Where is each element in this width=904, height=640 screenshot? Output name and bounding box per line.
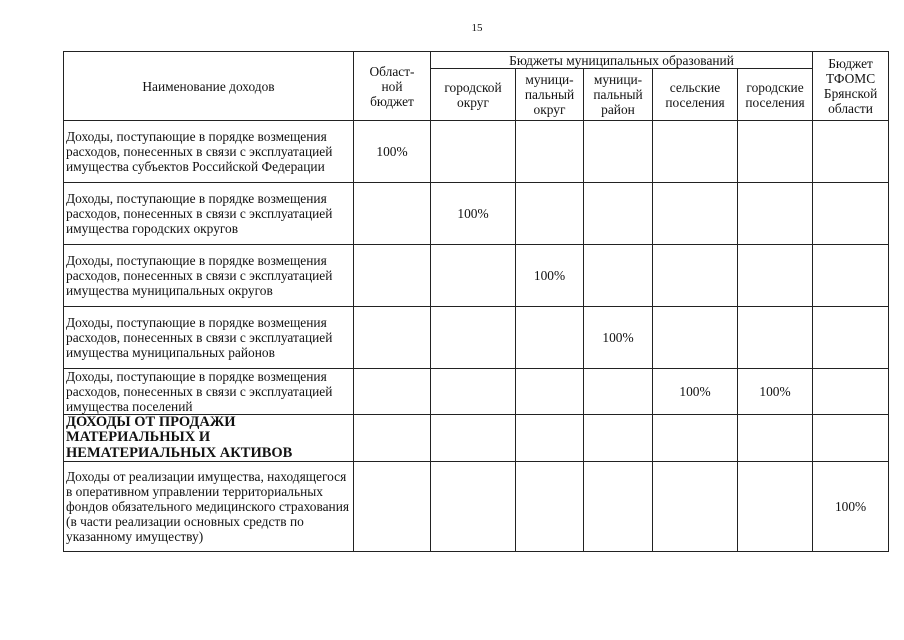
percentage-cell <box>584 183 653 245</box>
income-name-cell: Доходы, поступающие в порядке возмещения расходов, понесенных в связи с эксплуатацией имущества городских округов <box>64 183 354 245</box>
income-name-cell: Доходы от реализации имущества, находящегося в оперативном управлении территориальных фондов обязательного медицинского страхования (в части реализации основных средств по указанному имуществу) <box>64 462 354 552</box>
percentage-cell: 100% <box>584 307 653 369</box>
table-row <box>64 415 889 462</box>
header-municipal-okrug: муници- пальный округ <box>516 69 584 121</box>
header-municipal-raion: муници- пальный район <box>584 69 653 121</box>
header-city-district: городской округ <box>431 69 516 121</box>
percentage-cell <box>431 121 516 183</box>
revenue-distribution-table <box>63 51 889 552</box>
percentage-cell <box>431 245 516 307</box>
percentage-cell <box>653 245 738 307</box>
percentage-cell <box>813 121 889 183</box>
percentage-cell: 100% <box>354 121 431 183</box>
percentage-cell <box>653 462 738 552</box>
percentage-cell: 100% <box>431 183 516 245</box>
percentage-cell: 100% <box>813 462 889 552</box>
header-urban-settlements: городские поселения <box>738 69 813 121</box>
percentage-cell: 100% <box>738 369 813 415</box>
header-tfoms-budget: Бюджет ТФОМС Брянской области <box>813 52 889 121</box>
income-name-cell: Доходы, поступающие в порядке возмещения расходов, понесенных в связи с эксплуатацией имущества поселений <box>64 369 354 415</box>
table-row <box>64 121 889 183</box>
percentage-cell <box>813 183 889 245</box>
percentage-cell <box>354 369 431 415</box>
percentage-cell <box>431 462 516 552</box>
table-row <box>64 245 889 307</box>
percentage-cell <box>431 415 516 462</box>
section-heading: ДОХОДЫ ОТ ПРОДАЖИ МАТЕРИАЛЬНЫХ И НЕМАТЕРИАЛЬНЫХ АКТИВОВ <box>64 415 354 462</box>
percentage-cell <box>738 307 813 369</box>
percentage-cell <box>516 415 584 462</box>
percentage-cell <box>516 462 584 552</box>
percentage-cell <box>813 415 889 462</box>
percentage-cell <box>738 121 813 183</box>
percentage-cell <box>738 183 813 245</box>
percentage-cell <box>584 462 653 552</box>
percentage-cell <box>354 307 431 369</box>
percentage-cell <box>354 245 431 307</box>
percentage-cell <box>516 183 584 245</box>
table-row <box>64 369 889 415</box>
percentage-cell <box>354 462 431 552</box>
page-number: 15 <box>471 22 483 34</box>
header-municipal-budgets: Бюджеты муниципальных образований <box>431 52 813 69</box>
percentage-cell: 100% <box>653 369 738 415</box>
percentage-cell <box>653 183 738 245</box>
percentage-cell <box>516 121 584 183</box>
percentage-cell <box>516 307 584 369</box>
percentage-cell <box>813 369 889 415</box>
percentage-cell <box>653 307 738 369</box>
percentage-cell <box>813 245 889 307</box>
percentage-cell <box>738 462 813 552</box>
income-name-cell: Доходы, поступающие в порядке возмещения расходов, понесенных в связи с эксплуатацией имущества субъектов Российской Федерации <box>64 121 354 183</box>
table-row <box>64 307 889 369</box>
percentage-cell <box>738 245 813 307</box>
percentage-cell <box>738 415 813 462</box>
table-row <box>64 462 889 552</box>
header-regional-budget: Област- ной бюджет <box>354 52 431 121</box>
percentage-cell <box>813 307 889 369</box>
income-name-cell: Доходы, поступающие в порядке возмещения расходов, понесенных в связи с эксплуатацией имущества муниципальных районов <box>64 307 354 369</box>
income-name-cell: Доходы, поступающие в порядке возмещения расходов, понесенных в связи с эксплуатацией имущества муниципальных округов <box>64 245 354 307</box>
percentage-cell <box>354 183 431 245</box>
percentage-cell <box>584 245 653 307</box>
percentage-cell <box>584 121 653 183</box>
percentage-cell <box>354 415 431 462</box>
header-income-name: Наименование доходов <box>64 52 354 121</box>
percentage-cell <box>516 369 584 415</box>
percentage-cell <box>431 369 516 415</box>
header-rural-settlements: сельские поселения <box>653 69 738 121</box>
percentage-cell <box>584 415 653 462</box>
percentage-cell: 100% <box>516 245 584 307</box>
percentage-cell <box>653 415 738 462</box>
percentage-cell <box>584 369 653 415</box>
percentage-cell <box>653 121 738 183</box>
percentage-cell <box>431 307 516 369</box>
table-row <box>64 183 889 245</box>
